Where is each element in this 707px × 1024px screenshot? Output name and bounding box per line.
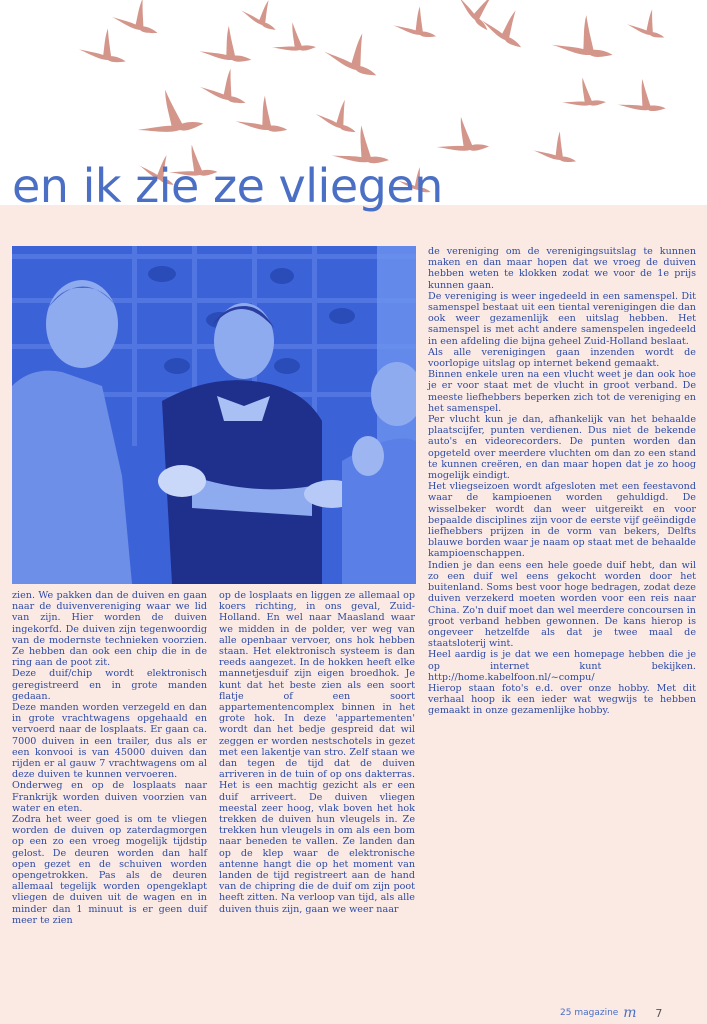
text-column-2 [219,590,415,915]
paragraph: Per vlucht kun je dan, afhankelijk van het behaalde plaatscijfer, punten verdienen. Dus niet de bekende auto's en videorecorders. De punten worden dan opgeteld over meerdere vluchten om dan zo een stand te kunnen creëren, en dan maar hopen dat je zo hoog mogelijk eindigt. [428,414,696,482]
photo-pigeon-loft-family [12,246,416,584]
paragraph: Indien je dan eens een hele goede duif hebt, dan wil zo een duif wel eens gekocht worden door het buitenland. Soms best voor hoge bedragen, zodat deze duiven verzekerd moeten worden voor een reis naar China. Zo'n duif moet dan wel meerdere concoursen in groot verband hebben gewonnen. De kans hierop is ongeveer hetzelfde als dat je twee maal de staatsloterij wint. [428,559,696,650]
paragraph: Deze manden worden verzegeld en dan in grote vrachtwagens opgehaald en vervoerd naar de losplaats. Er gaan ca. 7000 duiven in een trailer, dus als er een konvooi is van 45000 duiven dan rijden er al gauw 7 vrachtwagens om al deze duiven te kunnen vervoeren. [12,702,207,781]
magazine-label: magazine [574,1008,619,1018]
paragraph: Als alle verenigingen gaan inzenden wordt de voorlopige uitslag op internet bekend gemaakt. [428,346,696,370]
magazine-logo-icon: m [623,1005,637,1021]
paragraph: Binnen enkele uren na een vlucht weet je dan ook hoe je er voor staat met de vlucht in groot verband. De meeste liefhebbers beperken zich tot de vereniging en het samenspel. [428,369,696,414]
text-column-1 [12,590,207,926]
article-title: en ik zie ze vliegen [12,159,443,213]
issue-number: 25 [560,1008,572,1018]
paragraph: Hierop staan foto's e.d. over onze hobby. Met dit verhaal hoop ik een ieder wat wegwijs te hebben gemaakt in onze gezamenlijke hobby. [428,682,696,717]
paragraph: op de losplaats en liggen ze allemaal op koers richting, in ons geval, Zuid-Holland. En wel naar Maasland waar we midden in de polder, ver weg van alle openbaar vervoer, ons hok hebben staan. Het elektronisch systeem is dan reeds aangezet. In de hokken heeft elke mannetjesduif zijn eigen broedhok. Je kunt dat het beste zien als een soort flatje of een soort appartementencomplex binnen in het grote hok. In deze 'appartementen' wordt dan het bedje gespreid dat wil zeggen er worden nestschotels in gezet met een lakentje van stro. Zelf staan we dan tegen de tijd dat de duiven arriveren in de tuin of op ons dakterras. Het is een machtig gezicht als er een duif arriveert. De duiven vliegen meestal zeer hoog, vlak boven het hok trekken de duiven hun vleugels in. Ze trekken hun vleugels in om als een bom naar beneden te vallen. Ze landen dan op de klep waar de elektronische antenne hangt die op het moment van landen de tijd registreert aan de hand van de chipring die de duif om zijn poot heeft zitten. Na verloop van tijd, als alle duiven thuis zijn, gaan we weer naar [219,590,415,915]
paragraph: Heel aardig is je dat we een homepage hebben die je op internet kunt bekijken. http://home.kabelfoon.nl/~compu/ [428,649,696,683]
paragraph: de vereniging om de verenigingsuitslag te kunnen maken en dan maar hopen dat we vroeg de duiven hebben weten te klokken zodat we voor de 1e prijs kunnen gaan. [428,246,696,291]
paragraph: De vereniging is weer ingedeeld in een samenspel. Dit samenspel bestaat uit een tiental verenigingen die dan ook weer gezamenlijk een uitslag hebben. Het samenspel is met acht andere samenspelen ingedeeld in een afdeling die bijna geheel Zuid-Holland beslaat. [428,290,696,347]
text-column-3 [428,246,696,717]
paragraph: Het vliegseizoen wordt afgesloten met een feestavond waar de kampioenen worden gehuldigd. De wisselbeker wordt dan weer uitgereikt en voor bepaalde disciplines zijn voor de eerste vijf geëindigde liefhebbers prijzen in de vorm van bekers, Delfts blauwe borden waar je naam op staat met de behaalde kampioenschappen. [428,481,696,560]
paragraph: Zodra het weer goed is om te vliegen worden de duiven op zaterdagmorgen op een zo een vroeg mogelijk tijdstip gelost. De deuren worden dan half open gezet en de schuiven worden opengetrokken. Pas als de deuren allemaal tegelijk worden opengeklapt vliegen de duiven uit de wagen en in minder dan 1 minuut is er geen duif meer te zien [12,814,207,926]
page-number: 7 [655,1006,663,1020]
photo-illustration [12,246,416,584]
paragraph: zien. We pakken dan de duiven en gaan naar de duivenvereniging waar we lid van zijn. Hier worden de duiven ingekorfd. De duiven zijn tegenwoordig van de modernste technieken voorzien. Ze hebben dan ook een chip die in de ring aan de poot zit. [12,590,207,669]
paragraph: Onderweg en op de losplaats naar Frankrijk worden duiven voorzien van water en eten. [12,780,207,814]
paragraph: Deze duif/chip wordt elektronisch geregistreerd en in grote manden gedaan. [12,668,207,702]
